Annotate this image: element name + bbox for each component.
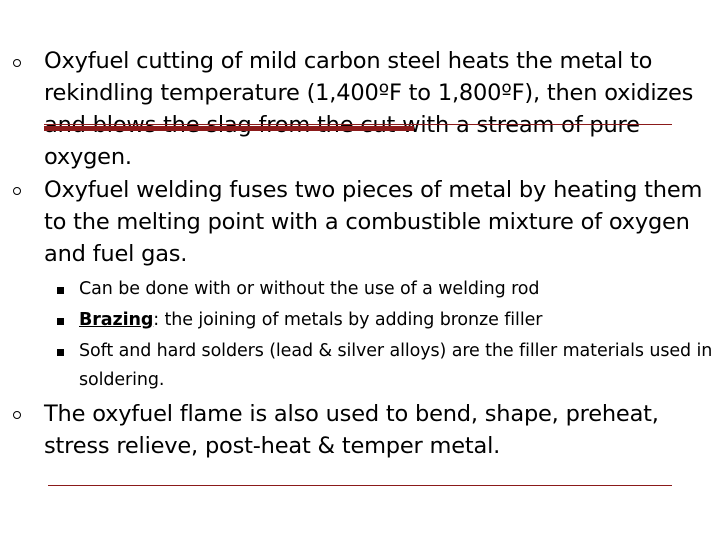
bullet-text-welding: Oxyfuel welding fuses two pieces of metal by heating them to the melting point with a combustible mixture of oxygen and fuel gas. bbox=[44, 177, 703, 267]
subitem-text-solders: Soft and hard solders (lead & silver alloys) are the filler materials used in soldering. bbox=[79, 341, 713, 390]
subitem-brazing bbox=[79, 306, 715, 335]
strike-line bbox=[44, 126, 414, 131]
hollow-circle-bullet-icon bbox=[13, 187, 21, 195]
horizontal-rule bbox=[44, 124, 672, 125]
bullet-text-cutting: Oxyfuel cutting of mild carbon steel heats the metal to rekindling temperature (1,400ºF to 1,800ºF), then oxidizes and blows the slag from the cut with a stream of pure oxygen. bbox=[44, 48, 694, 170]
square-bullet-icon bbox=[57, 349, 64, 356]
square-bullet-icon bbox=[57, 318, 64, 325]
footer-rule bbox=[48, 485, 672, 486]
term-brazing: Brazing bbox=[79, 310, 154, 330]
hollow-circle-bullet-icon bbox=[13, 59, 21, 67]
square-bullet-icon bbox=[57, 287, 64, 294]
subitem-text-rod: Can be done with or without the use of a welding rod bbox=[79, 279, 540, 299]
bullet-text-flame-uses: The oxyfuel flame is also used to bend, shape, preheat, stress relieve, post-heat & temper metal. bbox=[44, 401, 659, 459]
brazing-definition: : the joining of metals by adding bronze filler bbox=[153, 310, 543, 330]
hollow-circle-bullet-icon bbox=[13, 411, 21, 419]
